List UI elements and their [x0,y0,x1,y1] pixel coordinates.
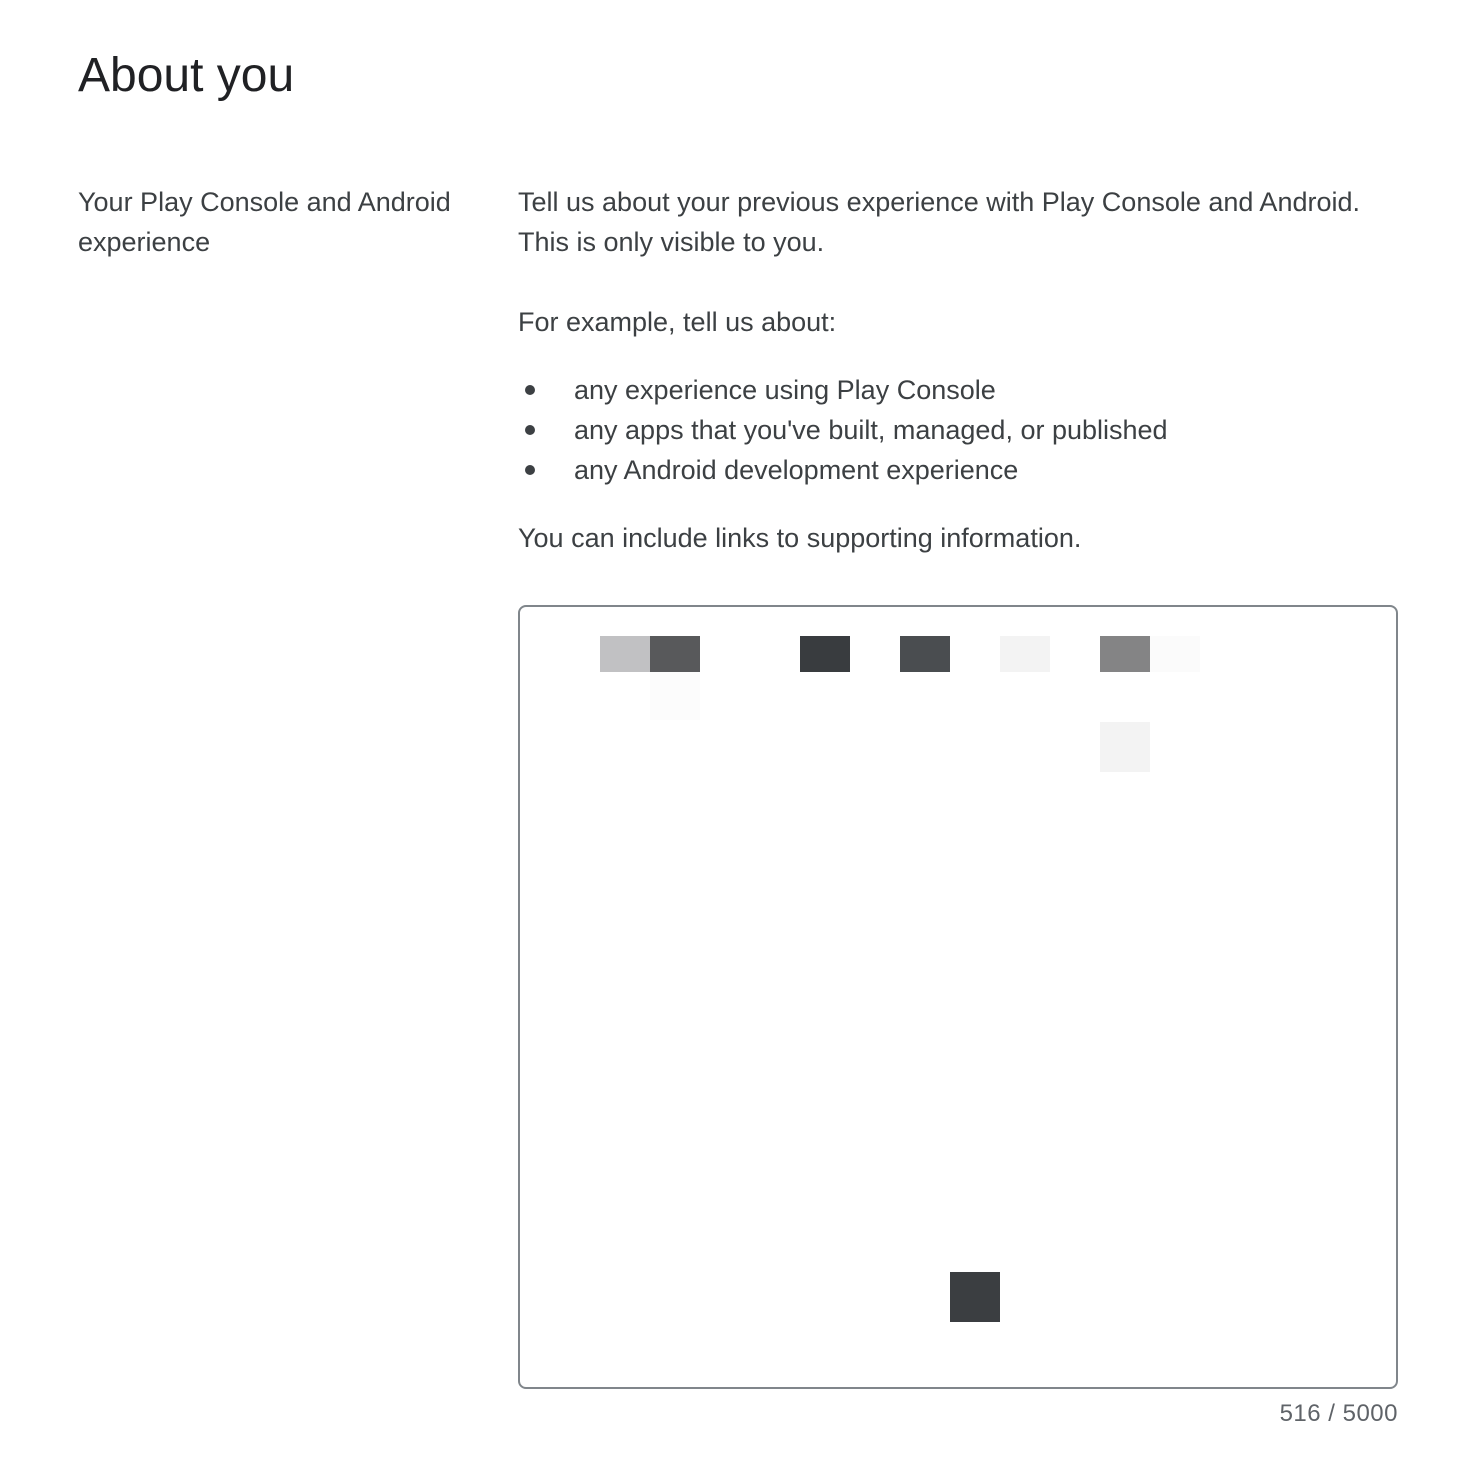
character-counter: 516 / 5000 [1279,1400,1398,1427]
section-description [518,182,1398,558]
redacted-block [650,636,700,672]
bullet-icon [525,385,535,395]
experience-textarea[interactable] [518,605,1398,1389]
list-item-text: any Android development experience [574,455,1019,485]
list-item-text: any experience using Play Console [574,375,996,405]
redacted-block [1100,722,1150,772]
list-item [518,450,1398,490]
list-item [518,370,1398,410]
example-list [518,370,1398,490]
intro-text: Tell us about your previous experience with Play Console and Android. This is only visible to you. [518,187,1360,257]
section-label: Your Play Console and Android experience [78,187,451,257]
redacted-block [1100,636,1150,672]
redacted-block [600,636,650,672]
list-item [518,410,1398,450]
redacted-block [1000,636,1050,672]
page-title: About you [78,49,295,102]
redacted-block [950,1272,1000,1322]
list-item-text: any apps that you've built, managed, or published [574,415,1168,445]
redacted-block [650,672,700,720]
redacted-block [1150,636,1200,672]
redacted-block [900,636,950,672]
example-lead-text: For example, tell us about: [518,307,837,337]
links-note-text: You can include links to supporting information. [518,523,1082,553]
bullet-icon [525,425,535,435]
redacted-block [800,636,850,672]
bullet-icon [525,465,535,475]
